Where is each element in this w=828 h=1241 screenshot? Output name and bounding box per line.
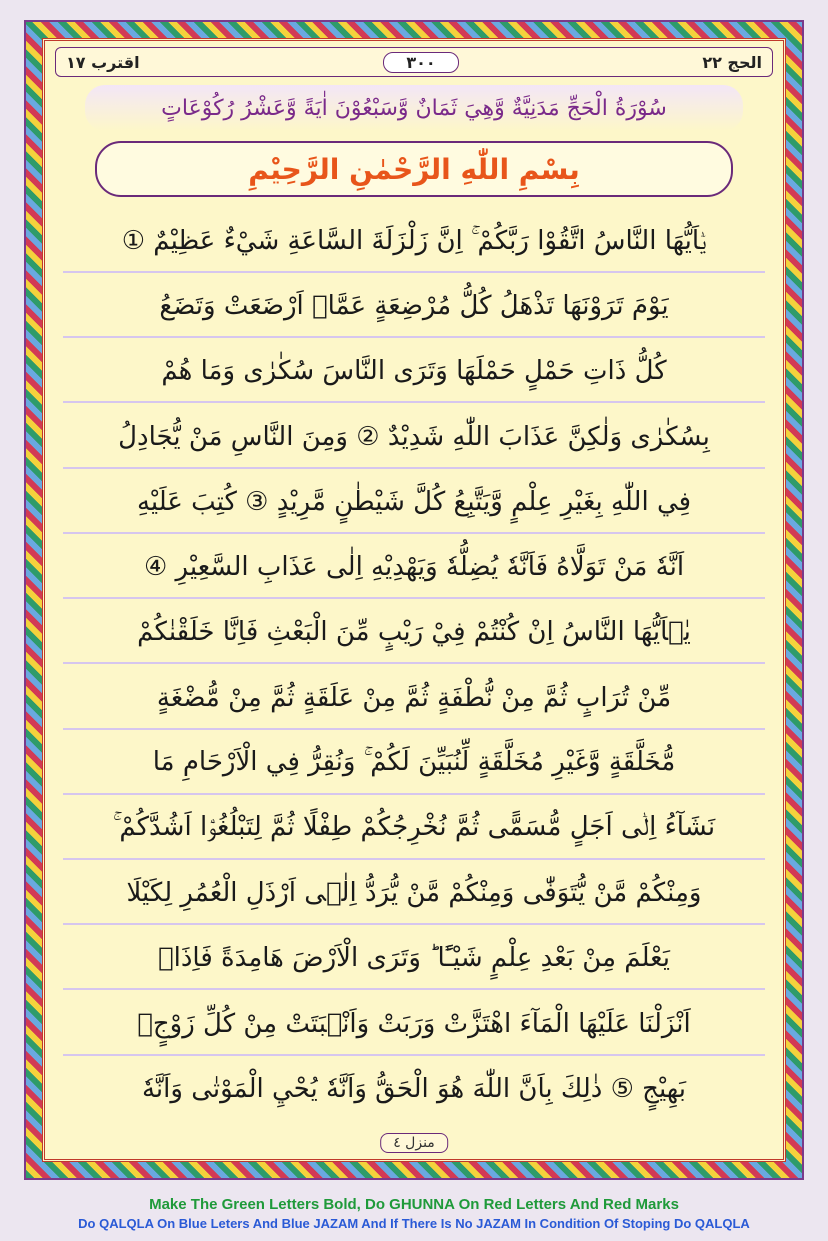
verse-line: بِسُكٰرٰى وَلٰكِنَّ عَذَابَ اللّٰهِ شَدِيْدٌ ② وَمِنَ النَّاسِ مَنْ يُّجَادِلُ xyxy=(63,407,765,469)
verse-line: يٰۤاَيُّهَا النَّاسُ اتَّقُوْا رَبَّكُمْ ۚ اِنَّ زَلْزَلَةَ السَّاعَةِ شَيْءٌ عَظِيْمٌ ① xyxy=(63,211,765,273)
verse-lines xyxy=(63,211,765,1119)
juz-label: اقترب ١٧ xyxy=(66,52,140,72)
tajweed-note-blue: Do QALQLA On Blue Leters And Blue JAZAM And If There Is No JAZAM In Condition Of Stoping Do QALQLA xyxy=(78,1216,750,1231)
surah-label: الحج ٢٢ xyxy=(702,52,762,72)
verse-line: مُّخَلَّقَةٍ وَّغَيْرِ مُخَلَّقَةٍ لِّنُبَيِّنَ لَكُمْ ۚ وَنُقِرُّ فِي الْاَرْحَامِ مَا xyxy=(63,733,765,795)
verse-line: وَمِنْكُمْ مَّنْ يُّتَوَفّٰى وَمِنْكُمْ مَّنْ يُّرَدُّ اِلٰۤى اَرْذَلِ الْعُمُرِ لِكَيْلَا xyxy=(63,863,765,925)
verse-line: نَشَآءُ اِلٰۤى اَجَلٍ مُّسَمًّى ثُمَّ نُخْرِجُكُمْ طِفْلًا ثُمَّ لِتَبْلُغُوْۤا اَشُدَّكُمْ ۚ xyxy=(63,798,765,860)
manzil-label: منزل ٤ xyxy=(380,1133,448,1153)
page-content-area xyxy=(42,38,786,1162)
bismillah: بِسْمِ اللّٰهِ الرَّحْمٰنِ الرَّحِيْمِ xyxy=(95,141,733,197)
page-header xyxy=(55,47,773,77)
surah-title: سُوْرَةُ الْحَجِّ مَدَنِيَّةٌ وَّهِيَ ثَمَانٌ وَّسَبْعُوْنَ اٰيَةً وَّعَشْرُ رُكُوْعَاتٍ xyxy=(85,85,743,131)
verse-line: مِّنْ تُرَابٍ ثُمَّ مِنْ نُّطْفَةٍ ثُمَّ مِنْ عَلَقَةٍ ثُمَّ مِنْ مُّضْغَةٍ xyxy=(63,668,765,730)
verse-line: اَنْزَلْنَا عَلَيْهَا الْمَآءَ اهْتَزَّتْ وَرَبَتْ وَاَنْۢبَتَتْ مِنْ كُلِّ زَوْجٍۢ xyxy=(63,994,765,1056)
page-ornamental-border xyxy=(24,20,804,1180)
verse-line: يٰۤاَيُّهَا النَّاسُ اِنْ كُنْتُمْ فِيْ رَيْبٍ مِّنَ الْبَعْثِ فَاِنَّا خَلَقْنٰكُمْ xyxy=(63,602,765,664)
verse-line: يَوْمَ تَرَوْنَهَا تَذْهَلُ كُلُّ مُرْضِعَةٍ عَمَّاۤ اَرْضَعَتْ وَتَضَعُ xyxy=(63,276,765,338)
verse-line: كُلُّ ذَاتِ حَمْلٍ حَمْلَهَا وَتَرَى النَّاسَ سُكٰرٰى وَمَا هُمْ xyxy=(63,341,765,403)
verse-line: اَنَّهٗ مَنْ تَوَلَّاهُ فَاَنَّهٗ يُضِلُّهٗ وَيَهْدِيْهِ اِلٰى عَذَابِ السَّعِيْرِ ④ xyxy=(63,537,765,599)
verse-line: يَعْلَمَ مِنْ بَعْدِ عِلْمٍ شَيْـًٔا ؕ وَتَرَى الْاَرْضَ هَامِدَةً فَاِذَاۤ xyxy=(63,928,765,990)
page-number: ٣٠٠ xyxy=(383,52,458,73)
tajweed-note-green: Make The Green Letters Bold, Do GHUNNA On Red Letters And Red Marks xyxy=(149,1196,679,1213)
verse-line: فِي اللّٰهِ بِغَيْرِ عِلْمٍ وَّيَتَّبِعُ كُلَّ شَيْطٰنٍ مَّرِيْدٍ ③ كُتِبَ عَلَيْهِ xyxy=(63,472,765,534)
verse-line: بَهِيْجٍ ⑤ ذٰلِكَ بِاَنَّ اللّٰهَ هُوَ الْحَقُّ وَاَنَّهٗ يُحْيِ الْمَوْتٰى وَاَنَّهٗ xyxy=(141,1073,687,1104)
